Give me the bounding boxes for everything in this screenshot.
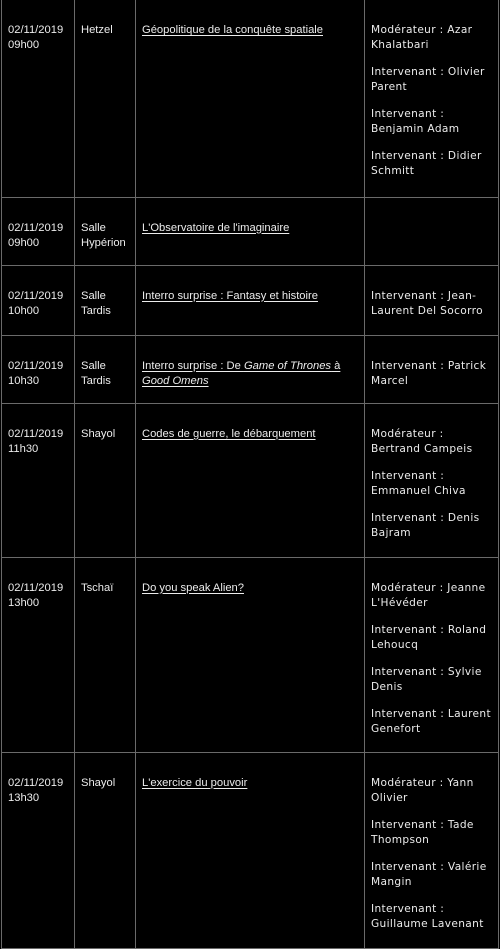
session-title-cell	[136, 265, 365, 335]
speaker-entry: Intervenant : Olivier Parent	[371, 66, 485, 93]
session-time: 09h00	[8, 39, 40, 51]
session-speakers-cell	[365, 335, 499, 403]
table-row	[2, 335, 499, 403]
session-time: 09h00	[8, 236, 40, 249]
speaker-entry: Intervenant : Tade Thompson	[371, 818, 474, 846]
session-date: 02/11/2019	[8, 24, 64, 36]
session-title-part: Do you speak Alien?	[142, 581, 244, 594]
session-title-link[interactable]	[142, 360, 340, 387]
session-room-cell	[75, 335, 136, 403]
session-room: Salle	[81, 289, 106, 302]
session-datetime-cell	[2, 403, 75, 557]
session-room: Tardis	[81, 304, 111, 317]
session-room: Tschaï	[81, 581, 114, 594]
session-title-link[interactable]	[142, 290, 318, 302]
session-title-part: Interro surprise : Fantasy et histoire	[142, 289, 318, 302]
session-room: Hypérion	[81, 236, 126, 249]
table-row	[2, 197, 499, 265]
session-datetime-cell	[2, 265, 75, 335]
session-room-cell	[75, 557, 136, 752]
session-title-part: L'exercice du pouvoir	[142, 776, 248, 789]
session-speakers-cell	[365, 265, 499, 335]
session-title-cell	[136, 403, 365, 557]
speaker-entry: Intervenant : Laurent Genefort	[371, 707, 491, 735]
session-time: 11h30	[8, 442, 39, 455]
session-title-part: L'Observatoire de l'imaginaire	[142, 221, 290, 234]
session-title-part: Géopolitique de la conquête spatiale	[142, 24, 323, 36]
session-time: 13h30	[8, 791, 40, 804]
session-date: 02/11/2019	[8, 359, 64, 372]
session-title-cell	[136, 557, 365, 752]
session-time: 13h00	[8, 596, 40, 609]
speaker-entry: Intervenant : Benjamin Adam	[371, 108, 460, 135]
session-room-cell	[75, 0, 136, 197]
table-row	[2, 0, 499, 197]
speaker-entry: Modérateur : Yann Olivier	[371, 776, 474, 804]
session-title-italic-part: Game of Thrones	[243, 359, 332, 372]
session-title-part: à	[331, 359, 341, 372]
session-title-italic-part: Good Omens	[142, 374, 209, 387]
session-title-link[interactable]	[142, 777, 247, 789]
session-time: 10h30	[8, 374, 40, 387]
session-room: Tardis	[81, 374, 111, 387]
table-row	[2, 752, 499, 948]
session-title-link[interactable]	[142, 582, 244, 594]
session-room: Salle	[81, 359, 106, 372]
session-date: 02/11/2019	[8, 581, 64, 594]
table-row	[2, 265, 499, 335]
session-time: 10h00	[8, 304, 40, 317]
session-title-cell	[136, 752, 365, 948]
speaker-entry: Intervenant : Emmanuel Chiva	[371, 469, 466, 497]
session-room-cell	[75, 265, 136, 335]
session-title-part: Codes de guerre, le débarquement	[142, 427, 316, 440]
session-title-cell	[136, 197, 365, 265]
session-date: 02/11/2019	[8, 776, 64, 789]
speaker-entry: Intervenant : Roland Lehoucq	[371, 623, 487, 651]
speaker-entry: Intervenant : Denis Bajram	[371, 511, 480, 539]
speaker-entry: Intervenant : Valérie Mangin	[371, 860, 487, 888]
schedule-table	[1, 0, 499, 949]
session-room-cell	[75, 752, 136, 948]
session-speakers-cell	[365, 752, 499, 948]
session-room-cell	[75, 403, 136, 557]
session-title-part: Interro surprise : De	[142, 359, 244, 372]
session-datetime-cell	[2, 197, 75, 265]
session-speakers-cell	[365, 197, 499, 265]
session-title-cell	[136, 0, 365, 197]
session-title-link[interactable]	[142, 24, 323, 36]
session-date: 02/11/2019	[8, 221, 64, 234]
session-datetime-cell	[2, 335, 75, 403]
speaker-entry: Intervenant : Didier Schmitt	[371, 150, 482, 177]
speaker-entry: Modérateur : Jeanne L'Hévéder	[371, 581, 486, 609]
speaker-entry: Intervenant : Sylvie Denis	[371, 665, 482, 693]
session-title-cell	[136, 335, 365, 403]
session-speakers-cell	[365, 0, 499, 197]
session-date: 02/11/2019	[8, 289, 64, 302]
table-row	[2, 403, 499, 557]
session-room: Salle	[81, 221, 106, 234]
session-room-cell	[75, 197, 136, 265]
table-row	[2, 557, 499, 752]
session-datetime-cell	[2, 557, 75, 752]
session-date: 02/11/2019	[8, 427, 64, 440]
session-datetime-cell	[2, 0, 75, 197]
speaker-entry: Modérateur : Bertrand Campeis	[371, 427, 473, 455]
session-datetime-cell	[2, 752, 75, 948]
session-room: Hetzel	[81, 24, 113, 36]
session-title-link[interactable]	[142, 222, 289, 234]
speaker-entry: Intervenant : Guillaume Lavenant	[371, 902, 484, 930]
session-speakers-cell	[365, 557, 499, 752]
session-speakers-cell	[365, 403, 499, 557]
speaker-entry: Intervenant : Patrick Marcel	[371, 359, 487, 387]
speaker-entry: Intervenant : Jean-Laurent Del Socorro	[371, 289, 483, 317]
schedule-body	[2, 0, 499, 948]
session-title-link[interactable]	[142, 428, 316, 440]
session-room: Shayol	[81, 776, 116, 789]
session-room: Shayol	[81, 427, 116, 440]
speaker-entry: Modérateur : Azar Khalatbari	[371, 24, 473, 51]
